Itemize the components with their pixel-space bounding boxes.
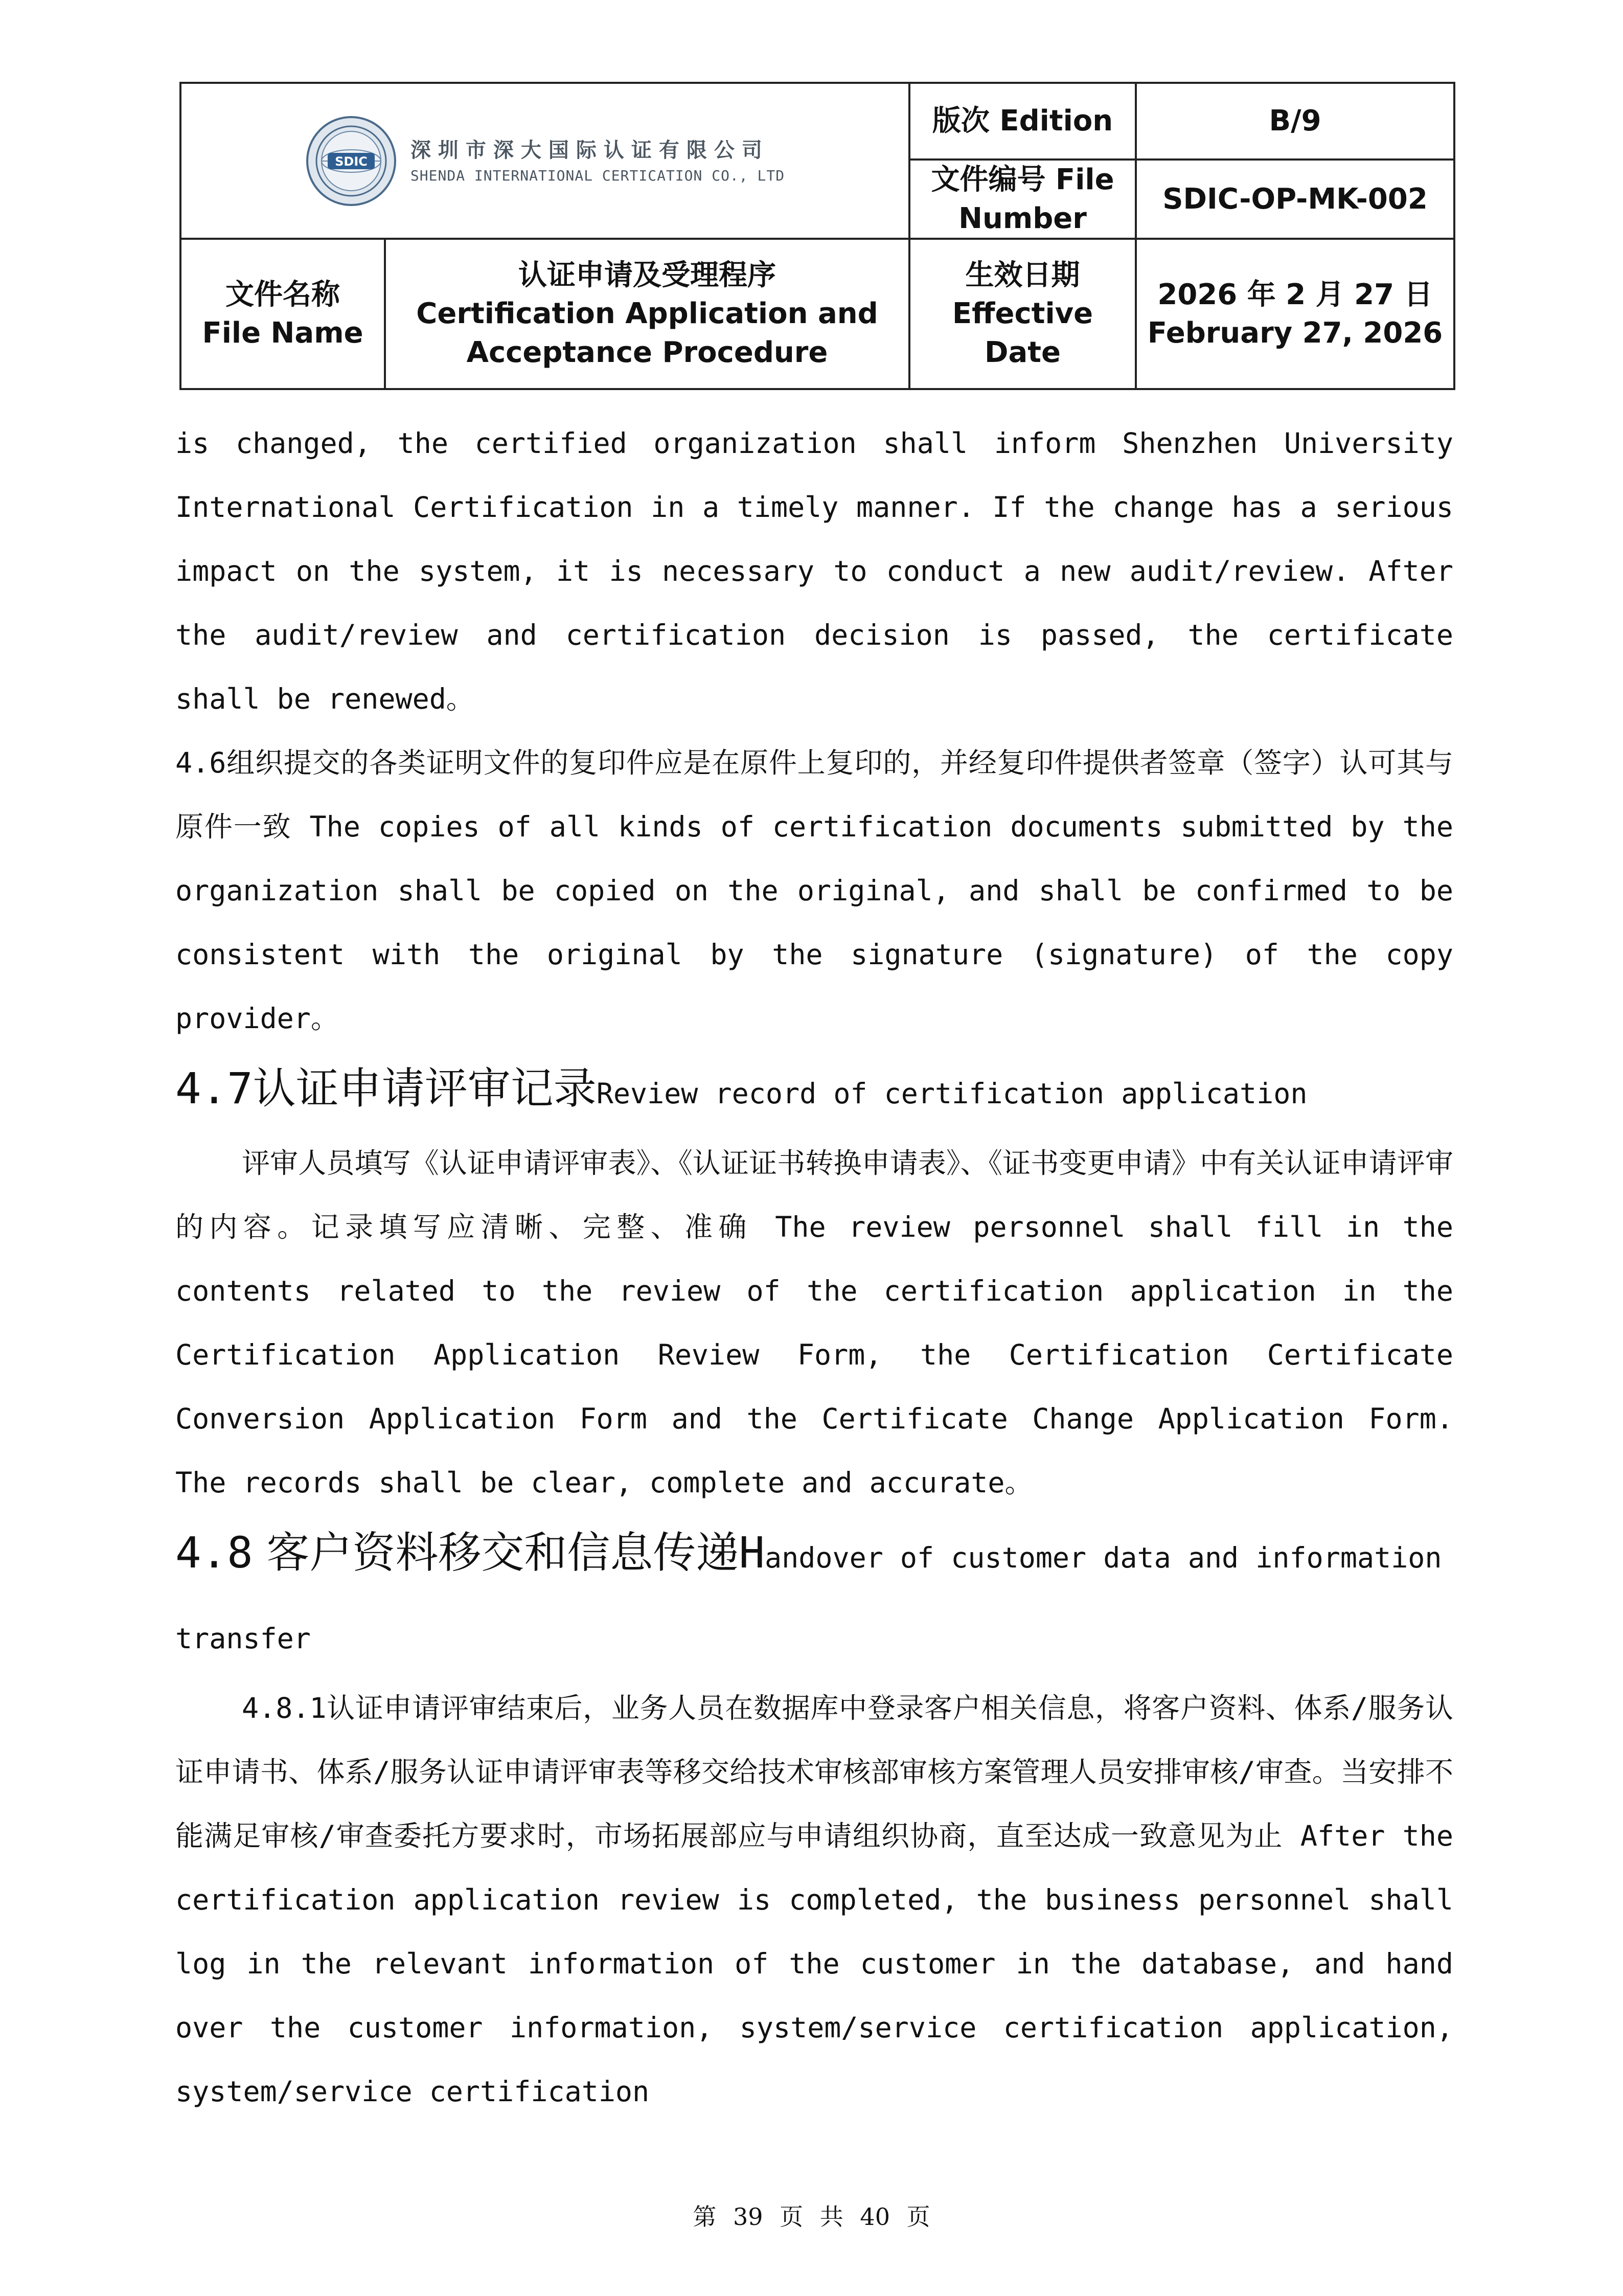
section-heading-4-8	[175, 1515, 1453, 1676]
file-name-label-cn: 文件名称	[225, 278, 340, 311]
effective-label-en-line1: Effective	[952, 297, 1093, 331]
heading-title-en: Review record of certification application	[596, 1077, 1308, 1110]
paragraph-4-6: 4.6组织提交的各类证明文件的复印件应是在原件上复印的，并经复印件提供者签章（签字）认可其与原件一致 The copies of all kinds of certification documents submitted by the organization shall be copied on the original, and shall be confirmed to be consistent with the original by the signature (signature) of the copy provider。	[175, 746, 1453, 1035]
heading-title-cn: 认证申请评审记录	[253, 1063, 597, 1113]
effective-date-value	[1136, 239, 1454, 389]
heading-title-cn: 客户资料移交和信息传递	[266, 1528, 739, 1578]
heading-title-en: andover of customer data and information transfer	[175, 1541, 1442, 1655]
file-number-value: SDIC-OP-MK-002	[1136, 160, 1454, 239]
effective-value-cn: 2026 年 2 月 27 日	[1157, 278, 1433, 311]
document-body	[175, 412, 1453, 2124]
heading-title-en-initial: H	[739, 1528, 765, 1578]
logo-text: SDIC	[335, 154, 368, 169]
edition-value: B/9	[1136, 83, 1454, 160]
company-name-en: SHENDA INTERNATIONAL CERTICATION CO., LTD	[410, 167, 785, 184]
file-name-value	[385, 239, 909, 389]
effective-label-en-line2: Date	[984, 335, 1061, 369]
edition-label: 版次 Edition	[909, 83, 1136, 160]
page-number: 第 39 页 共 40 页	[693, 2203, 930, 2231]
effective-label-cn: 生效日期	[965, 258, 1080, 292]
heading-number: 4.8	[175, 1528, 253, 1578]
file-name-en-line1: Certification Application and	[416, 297, 878, 331]
paragraph-continuation: is changed, the certified organization shall inform Shenzhen University International Certification in a timely manner. If the change has a serious impact on the system, it is necessary to conduct a new audit/review. After the audit/review and certification decision is passed, the certificate shall be renewed。	[175, 427, 1453, 715]
effective-value-en: February 27, 2026	[1147, 316, 1443, 350]
file-name-en-line2: Acceptance Procedure	[466, 335, 828, 369]
file-number-label: 文件编号 File Number	[909, 160, 1136, 239]
company-logo-cell	[180, 83, 909, 239]
section-heading-4-7	[175, 1051, 1453, 1131]
file-name-label-en: File Name	[202, 316, 363, 350]
paragraph-4-7: 评审人员填写《认证申请评审表》、《认证证书转换申请表》、《证书变更申请》中有关认证申请评审的内容。记录填写应清晰、完整、准确 The review personnel shall fill in the contents related to the review of the certification application in the Certification Application Review Form, the Certification Certificate Conversion Application Form and the Certificate Change Application Form. The records shall be clear, complete and accurate。	[175, 1147, 1453, 1499]
document-header-table	[179, 82, 1455, 390]
company-logo-icon	[305, 115, 397, 207]
company-name-cn: 深圳市深大国际认证有限公司	[410, 138, 769, 162]
heading-number: 4.7	[175, 1063, 253, 1113]
file-name-cn: 认证申请及受理程序	[518, 258, 776, 292]
file-name-label	[180, 239, 385, 389]
effective-date-label	[909, 239, 1136, 389]
paragraph-4-8-1: 4.8.1认证申请评审结束后，业务人员在数据库中登录客户相关信息，将客户资料、体系/服务认证申请书、体系/服务认证申请评审表等移交给技术审核部审核方案管理人员安排审核/审查。当安排不能满足审核/审查委托方要求时，市场拓展部应与申请组织协商，直至达成一致意见为止 After the certification application review is completed, the business personnel shall log in the relevant information of the customer in the database, and hand over the customer information, system/service certification application, system/service certification	[175, 1692, 1453, 2108]
